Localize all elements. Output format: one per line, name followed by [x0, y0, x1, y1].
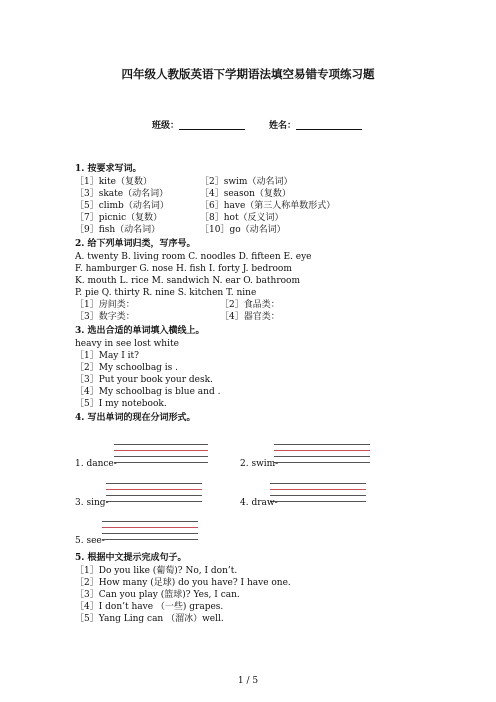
writing-line [114, 444, 208, 445]
s2-word-line: F. hamburger G. nose H. fish I. forty J. bedroom [75, 264, 292, 274]
s3-item: ［5］I my notebook. [75, 399, 167, 409]
s1-item: ［3］skate（动名词） [75, 189, 169, 199]
section-2-heading: 2. 给下列单词归类，写序号。 [75, 239, 196, 249]
writing-line [106, 501, 202, 502]
page-title: 四年级人教版英语下学期语法填空易错专项练习题 [121, 67, 375, 81]
s1-item: ［7］picnic（复数） [75, 213, 163, 223]
writing-line [106, 495, 202, 496]
writing-line [102, 533, 198, 534]
s5-item: ［5］Yang Ling can （溜冰）well. [75, 614, 224, 624]
writing-line [114, 456, 208, 457]
s4-item: 4. draw- [240, 498, 278, 508]
s1-item: ［9］fish（动名词） [75, 225, 161, 235]
s4-item: 2. swim- [240, 459, 279, 469]
s4-item: 1. dance- [75, 459, 117, 469]
s1-item: ［1］kite（复数） [75, 177, 153, 187]
s2-row [75, 300, 405, 311]
section-4-heading: 4. 写出单词的现在分词形式。 [75, 413, 196, 423]
writing-line [114, 462, 208, 463]
s5-item: ［2］How many (足球) do you have? I have one. [75, 578, 291, 588]
s1-row [75, 177, 405, 188]
s3-item: ［3］Put your book your desk. [75, 375, 213, 385]
s3-options: heavy in see lost white [75, 339, 179, 349]
section-3-heading: 3. 选出合适的单词填入横线上。 [75, 326, 205, 336]
writing-line [102, 527, 198, 528]
s2-category: ［1］房间类： [75, 300, 135, 310]
s2-word-line: P. pie Q. thirty R. nine S. kitchen T. nine [75, 288, 257, 298]
writing-line [270, 501, 366, 502]
class-blank[interactable] [179, 120, 245, 130]
s5-item: ［1］Do you like (葡萄)? No, I don’t. [75, 566, 238, 576]
writing-line [274, 450, 370, 451]
s1-item: ［4］season（复数） [200, 189, 291, 199]
s1-item: ［5］climb（动名词） [75, 201, 169, 211]
s2-word-line: A. twenty B. living room C. noodles D. fifteen E. eye [75, 252, 312, 262]
s1-item: ［6］have（第三人称单数形式） [200, 201, 336, 211]
s2-row [75, 312, 405, 323]
writing-line [102, 539, 198, 540]
s5-item: ［4］I don’t have （一些) grapes. [75, 602, 224, 612]
s1-row [75, 225, 405, 236]
s2-category: ［2］食品类： [220, 300, 280, 310]
writing-line [270, 489, 366, 490]
s3-item: ［4］My schoolbag is blue and . [75, 387, 221, 397]
writing-line [270, 495, 366, 496]
page-number: 1 / 5 [237, 676, 259, 686]
writing-line [106, 489, 202, 490]
s4-item: 5. see- [75, 536, 105, 546]
writing-line [274, 456, 370, 457]
student-info [152, 118, 362, 131]
s1-item: ［8］hot（反义词） [200, 213, 284, 223]
s1-item: ［10］go（动名词） [200, 225, 286, 235]
s2-category: ［3］数字类： [75, 312, 135, 322]
name-blank[interactable] [296, 120, 362, 130]
s5-item: ［3］Can you play (篮球)? Yes, I can. [75, 590, 240, 600]
section-1-heading: 1. 按要求写词。 [75, 164, 142, 174]
s1-row [75, 201, 405, 212]
s2-category: ［4］器官类： [220, 312, 280, 322]
s1-row [75, 213, 405, 224]
writing-line [270, 483, 366, 484]
writing-line [102, 521, 198, 522]
writing-line [274, 462, 370, 463]
s2-word-line: K. mouth L. rice M. sandwich N. ear O. bathroom [75, 276, 300, 286]
class-label: 班级： [152, 121, 180, 131]
s1-row [75, 189, 405, 200]
writing-line [114, 450, 208, 451]
section-5-heading: 5. 根据中文提示完成句子。 [75, 553, 187, 563]
writing-line [274, 444, 370, 445]
s3-item: ［1］May I it? [75, 351, 139, 361]
name-label: 姓名： [269, 121, 297, 131]
s3-item: ［2］My schoolbag is . [75, 363, 179, 373]
s4-item: 3. sing- [75, 498, 109, 508]
s1-item: ［2］swim（动名词） [200, 177, 293, 187]
writing-line [106, 483, 202, 484]
